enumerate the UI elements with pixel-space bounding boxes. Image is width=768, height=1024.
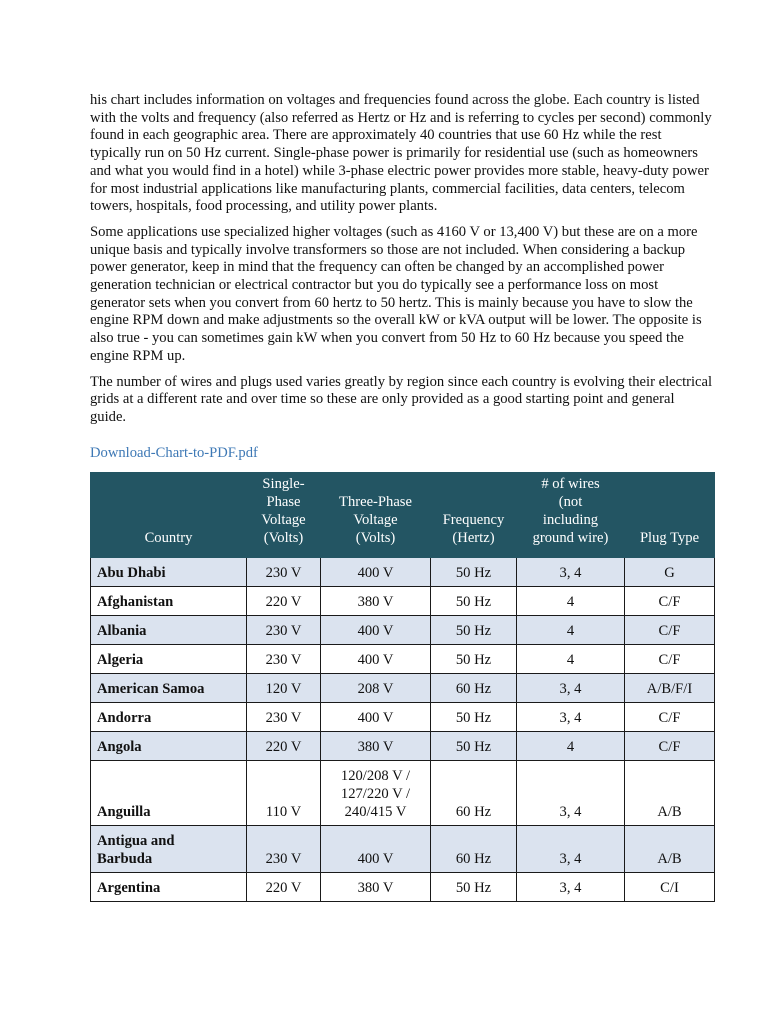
header-text: Frequency: [442, 511, 505, 528]
country-cell: [91, 586, 247, 615]
table-row: [91, 557, 715, 586]
header-text: including: [542, 511, 599, 528]
header-text: (Volts): [355, 529, 396, 546]
wires-cell: 4: [517, 586, 625, 615]
three-phase-value: 400 V: [357, 622, 394, 639]
three-phase-value: 400 V: [357, 709, 394, 726]
single-phase-cell: 230 V: [247, 557, 321, 586]
header-text: Three-Phase: [339, 493, 412, 510]
plug-type-cell: A/B/F/I: [625, 673, 715, 702]
download-pdf-link[interactable]: Download-Chart-to-PDF.pdf: [90, 444, 258, 461]
table-body: [91, 557, 715, 901]
wires-cell: 3, 4: [517, 673, 625, 702]
plug-type-cell: C/F: [625, 586, 715, 615]
country-cell: [91, 615, 247, 644]
single-phase-cell: 230 V: [247, 615, 321, 644]
plug-type-cell: C/F: [625, 731, 715, 760]
header-text: ground wire): [532, 529, 609, 546]
country-name: Afghanistan: [97, 593, 174, 610]
three-phase-value: 380 V: [357, 593, 394, 610]
header-text: # of wires: [541, 475, 600, 492]
header-text: (Hertz): [452, 529, 495, 546]
table-row: [91, 702, 715, 731]
three-phase-cell: [321, 615, 431, 644]
header-text: Voltage: [261, 511, 306, 528]
wires-cell: 4: [517, 731, 625, 760]
frequency-cell: 50 Hz: [431, 615, 517, 644]
voltage-frequency-table: [90, 472, 715, 902]
plug-type-cell: C/F: [625, 615, 715, 644]
header-text: Phase: [266, 493, 301, 510]
frequency-cell: 50 Hz: [431, 731, 517, 760]
three-phase-cell: [321, 644, 431, 673]
country-name: Albania: [97, 622, 147, 639]
single-phase-cell: 220 V: [247, 731, 321, 760]
three-phase-value: 208 V: [357, 680, 394, 697]
wires-cell: 4: [517, 615, 625, 644]
header-text: Plug Type: [639, 529, 700, 546]
frequency-cell: 50 Hz: [431, 702, 517, 731]
wires-cell: 4: [517, 644, 625, 673]
table-row: [91, 872, 715, 901]
plug-type-cell: C/F: [625, 644, 715, 673]
frequency-cell: 60 Hz: [431, 760, 517, 825]
country-name: American Samoa: [97, 680, 205, 697]
three-phase-value: 240/415 V: [344, 803, 407, 820]
country-cell: [91, 760, 247, 825]
header-text: Country: [144, 529, 193, 546]
single-phase-cell: 110 V: [247, 760, 321, 825]
country-cell: [91, 644, 247, 673]
three-phase-cell: [321, 702, 431, 731]
table-header-row: [91, 472, 715, 557]
three-phase-value: 400 V: [357, 850, 394, 867]
country-name: Anguilla: [97, 803, 151, 820]
plug-type-cell: G: [625, 557, 715, 586]
three-phase-cell: [321, 586, 431, 615]
country-name: Abu Dhabi: [97, 564, 166, 581]
header-text: Single-: [262, 475, 305, 492]
frequency-cell: 50 Hz: [431, 872, 517, 901]
country-cell: [91, 557, 247, 586]
three-phase-value: 380 V: [357, 879, 394, 896]
header-text: (Volts): [263, 529, 304, 546]
header-plug-type: [625, 472, 715, 557]
country-name: Argentina: [97, 879, 161, 896]
table-row: [91, 615, 715, 644]
three-phase-value: 120/208 V /: [340, 767, 411, 784]
three-phase-cell: [321, 872, 431, 901]
frequency-cell: 60 Hz: [431, 825, 517, 872]
three-phase-value: 127/220 V /: [340, 785, 411, 802]
wires-cell: 3, 4: [517, 702, 625, 731]
header-text: (not: [558, 493, 583, 510]
single-phase-cell: 220 V: [247, 586, 321, 615]
country-cell: [91, 872, 247, 901]
frequency-cell: 50 Hz: [431, 557, 517, 586]
country-cell: [91, 731, 247, 760]
header-frequency: [431, 472, 517, 557]
plug-type-cell: A/B: [625, 760, 715, 825]
table-row: [91, 825, 715, 872]
header-wires: [517, 472, 625, 557]
intro-paragraph: his chart includes information on voltages and frequencies found across the globe. Each country is listed with the volts and frequency (also referred as Hertz or Hz and is referring to cycles per second) commonly found in each geographic area. There are approximately 40 countries that use 60 Hz while the rest typically run on 50 Hz current. Single-phase power is primarily for residential use (such as homeowners and what you would find in a hotel) while 3-phase electric power provides more stable, heavy-duty power for most industrial applications like manufacturing plants, commercial facilities, data centers, telecom towers, hospitals, food processing, and utility power plants.: [90, 92, 712, 215]
country-name: Barbuda: [97, 850, 153, 867]
three-phase-cell: [321, 825, 431, 872]
document-page: [90, 92, 714, 902]
country-cell: [91, 825, 247, 872]
country-name: Angola: [97, 738, 142, 755]
single-phase-cell: 120 V: [247, 673, 321, 702]
plug-type-cell: C/F: [625, 702, 715, 731]
table-row: [91, 586, 715, 615]
table-row: [91, 760, 715, 825]
frequency-cell: 50 Hz: [431, 644, 517, 673]
three-phase-cell: [321, 731, 431, 760]
three-phase-value: 380 V: [357, 738, 394, 755]
table-row: [91, 644, 715, 673]
wires-cell: 3, 4: [517, 872, 625, 901]
header-text: Voltage: [353, 511, 398, 528]
three-phase-value: 400 V: [357, 564, 394, 581]
country-cell: [91, 673, 247, 702]
three-phase-cell: [321, 673, 431, 702]
header-three-phase: [321, 472, 431, 557]
frequency-cell: 60 Hz: [431, 673, 517, 702]
frequency-cell: 50 Hz: [431, 586, 517, 615]
generator-paragraph: Some applications use specialized higher voltages (such as 4160 V or 13,400 V) but these are on a more unique basis and typically involve transformers so those are not included. When considering a backup power generator, keep in mind that the frequency can often be changed by an accomplished power generation technician or electrical contractor but you do typically see a performance loss on most generator sets when you convert from 60 hertz to 50 hertz. This is mainly because you have to slow the engine RPM down and make adjustments so the overall kW or kVA output will be lower. The opposite is also true - you can sometimes gain kW when you convert from 50 Hz to 60 Hz because you speed the engine RPM up.: [90, 223, 702, 364]
country-cell: [91, 702, 247, 731]
three-phase-cell: [321, 557, 431, 586]
single-phase-cell: 230 V: [247, 702, 321, 731]
wires-cell: 3, 4: [517, 557, 625, 586]
plug-type-cell: A/B: [625, 825, 715, 872]
header-country: [91, 472, 247, 557]
wires-cell: 3, 4: [517, 760, 625, 825]
plug-type-cell: C/I: [625, 872, 715, 901]
three-phase-value: 400 V: [357, 651, 394, 668]
table-row: [91, 731, 715, 760]
country-name: Andorra: [97, 709, 152, 726]
single-phase-cell: 230 V: [247, 644, 321, 673]
wires-plugs-paragraph: The number of wires and plugs used varies greatly by region since each country is evolving their electrical grids at a different rate and over time so these are only provided as a good starting point and general guide.: [90, 373, 713, 425]
single-phase-cell: 220 V: [247, 872, 321, 901]
three-phase-cell: [321, 760, 431, 825]
single-phase-cell: 230 V: [247, 825, 321, 872]
table-row: [91, 673, 715, 702]
header-single-phase: [247, 472, 321, 557]
country-name: Algeria: [97, 651, 144, 668]
country-name: Antigua and: [97, 832, 175, 849]
wires-cell: 3, 4: [517, 825, 625, 872]
